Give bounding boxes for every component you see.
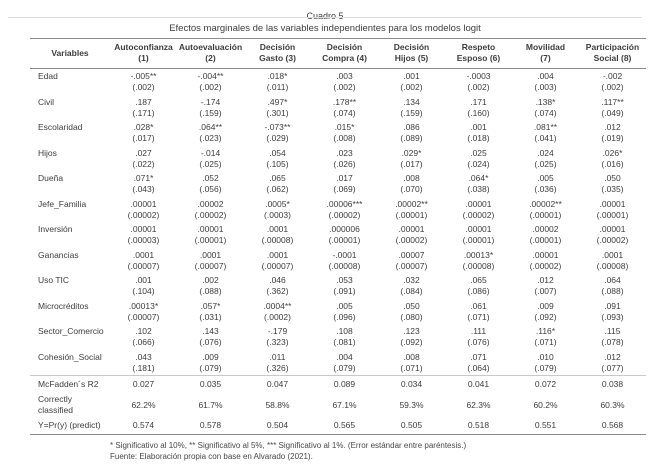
variable-label: Jefe_Familia: [38, 198, 87, 209]
table-row: [30, 248, 646, 274]
value-cell: -.014 (.025): [199, 147, 222, 169]
value-cell: .026* (.016): [601, 147, 624, 169]
value-cell: .000006 (.00001): [328, 224, 361, 245]
column-header: Participación Social (8): [579, 39, 646, 69]
column-header: Decisión Hijos (5): [378, 39, 445, 69]
summary-value: 0.038: [579, 376, 646, 393]
summary-value: 61.7%: [198, 399, 223, 410]
value-cell: .0001 (.00008): [261, 224, 294, 245]
summary-value: 0.518: [445, 418, 512, 435]
summary-value: 62.2%: [131, 399, 156, 410]
summary-value: 0.578: [177, 418, 244, 435]
summary-row: [30, 376, 646, 393]
variable-label: Edad: [38, 71, 58, 81]
value-cell: .018* (.011): [266, 71, 289, 92]
table-row: [30, 197, 646, 223]
value-cell: -.0003 (.002): [466, 71, 491, 92]
value-cell: .134 (.159): [400, 96, 423, 118]
value-cell: .00002** (.00001): [529, 198, 562, 220]
table-row: [30, 146, 646, 172]
value-cell: .024 (.025): [534, 147, 557, 169]
value-cell: .005 (.096): [333, 300, 356, 322]
footnote-significance: * Significativo al 10%, ** Significativo al 5%, *** Significativo al 1%. (Error estándar entre paréntesis.): [110, 441, 467, 450]
summary-value: 0.027: [110, 376, 177, 393]
summary-value: 0.047: [244, 376, 311, 393]
page-top-rule: [8, 17, 642, 18]
value-cell: .004 (.003): [534, 71, 557, 92]
variable-label: Sector_Comercio: [38, 326, 104, 336]
value-cell: .497* (.301): [266, 96, 289, 118]
table-header: [30, 39, 646, 69]
table-number: Cuadro 5: [306, 11, 344, 21]
value-cell: .187 (.171): [132, 96, 155, 118]
table-row: [30, 171, 646, 197]
value-cell: .010 (.079): [534, 351, 557, 373]
value-cell: .064* (.038): [467, 173, 490, 194]
summary-value: 62.3%: [466, 399, 491, 410]
value-cell: .003 (.002): [333, 71, 356, 92]
header-row: [30, 39, 646, 69]
value-cell: .00001 (.00002): [462, 198, 495, 220]
variable-label: Hijos: [38, 147, 57, 158]
value-cell: .123 (.092): [400, 326, 423, 347]
value-cell: .00002 (.00002): [194, 198, 227, 220]
value-cell: .050 (.080): [400, 300, 423, 322]
table-title: Efectos marginales de las variables independientes para los modelos logit: [169, 23, 481, 34]
value-cell: .023 (.026): [333, 147, 356, 169]
value-cell: .012 (.007): [534, 275, 557, 296]
variable-label: Civil: [38, 96, 55, 107]
summary-label: McFadden´s R2: [30, 376, 110, 393]
value-cell: .043 (.181): [132, 351, 155, 373]
value-cell: .0001 (.00007): [127, 249, 160, 271]
value-cell: .001 (.018): [467, 122, 490, 143]
value-cell: .102 (.066): [132, 326, 155, 347]
value-cell: .064** (.023): [198, 122, 223, 143]
value-cell: -.073** (.029): [264, 122, 291, 143]
summary-value: 58.8%: [265, 399, 290, 410]
value-cell: .008 (.070): [400, 173, 423, 194]
value-cell: .00001 (.00002): [127, 198, 160, 220]
value-cell: .004 (.079): [333, 351, 356, 373]
table-row: [30, 120, 646, 146]
column-header: Autoevaluación (2): [177, 39, 244, 69]
value-cell: .065 (.062): [266, 173, 289, 194]
summary-row: [30, 418, 646, 435]
footnote-source: Fuente: Elaboración propia con base en Alvarado (2021).: [110, 452, 313, 461]
variable-label: Microcréditos: [38, 300, 89, 311]
value-cell: .064 (.088): [601, 275, 624, 296]
value-cell: .178** (.074): [332, 96, 357, 118]
value-cell: .00001 (.00001): [194, 224, 227, 245]
value-cell: .00013* (.00007): [127, 300, 160, 322]
summary-value: 0.574: [110, 418, 177, 435]
value-cell: .065 (.086): [467, 275, 490, 296]
value-cell: .012 (.019): [601, 122, 624, 143]
value-cell: .00001 (.00002): [529, 249, 562, 271]
value-cell: .071 (.064): [467, 351, 490, 373]
summary-value: 0.089: [311, 376, 378, 393]
summary-value: 59.3%: [399, 399, 424, 410]
value-cell: .143 (.076): [199, 326, 222, 347]
value-cell: .00006*** (.00002): [326, 198, 363, 220]
value-cell: -.174 (.159): [199, 96, 222, 118]
value-cell: .001 (.002): [400, 71, 423, 92]
table-summary: [30, 376, 646, 435]
value-cell: .116* (.071): [534, 326, 557, 347]
table-row: [30, 69, 646, 95]
variable-label: Cohesión_Social: [38, 351, 102, 362]
table-row: [30, 273, 646, 299]
value-cell: .027 (.022): [132, 147, 155, 169]
value-cell: .017 (.069): [333, 173, 356, 194]
value-cell: .025 (.024): [467, 147, 490, 169]
summary-value: 67.1%: [332, 399, 357, 410]
footnotes: [110, 440, 650, 462]
value-cell: .171 (.160): [467, 96, 490, 118]
value-cell: .057* (.031): [199, 300, 222, 322]
value-cell: .052 (.056): [199, 173, 222, 194]
value-cell: .054 (.105): [266, 147, 289, 169]
value-cell: .115 (.078): [601, 326, 624, 347]
variable-label: Inversión: [38, 224, 73, 234]
value-cell: .00002** (.00001): [395, 198, 428, 220]
table-row: [30, 222, 646, 248]
value-cell: .015* (.008): [333, 122, 356, 143]
column-header: Variables: [30, 39, 110, 69]
value-cell: .00001 (.00001): [462, 224, 495, 245]
summary-value: 0.568: [579, 418, 646, 435]
value-cell: .071* (.043): [132, 173, 155, 194]
value-cell: .046 (.362): [266, 275, 289, 296]
summary-value: 0.504: [244, 418, 311, 435]
value-cell: .00001 (.00003): [127, 224, 160, 245]
table-row: [30, 299, 646, 325]
value-cell: .108 (.081): [333, 326, 356, 347]
variable-label: Dueña: [38, 173, 64, 183]
summary-value: 0.072: [512, 376, 579, 393]
value-cell: .00001 (.00002): [596, 224, 629, 245]
value-cell: .00001 (.00001): [596, 198, 629, 220]
summary-label: Correctly classified: [38, 394, 73, 415]
value-cell: .0005* (.0003): [264, 198, 291, 220]
value-cell: -.004** (.002): [197, 71, 224, 92]
value-cell: .012 (.077): [601, 351, 624, 373]
value-cell: -.179 (.323): [266, 326, 289, 347]
value-cell: .002 (.088): [199, 275, 222, 296]
variable-label: Escolaridad: [38, 122, 83, 132]
summary-value: 60.2%: [533, 399, 558, 410]
column-header: Decisión Compra (4): [311, 39, 378, 69]
summary-row: [30, 392, 646, 418]
summary-value: 0.551: [512, 418, 579, 435]
summary-value: 60.3%: [600, 399, 625, 410]
value-cell: -.005** (.002): [130, 71, 157, 92]
value-cell: .005 (.036): [534, 173, 557, 194]
table-row: [30, 95, 646, 121]
value-cell: .086 (.089): [400, 122, 423, 143]
column-header: Movilidad (7): [512, 39, 579, 69]
summary-value: 0.505: [378, 418, 445, 435]
value-cell: .032 (.084): [400, 275, 423, 296]
value-cell: -.002 (.002): [601, 71, 624, 92]
value-cell: .00007 (.00007): [395, 249, 428, 271]
variable-label: Uso TIC: [38, 275, 70, 285]
value-cell: .111 (.076): [467, 326, 490, 347]
value-cell: .001 (.104): [132, 275, 155, 296]
value-cell: .081** (.041): [533, 122, 558, 143]
summary-label: Y=Pr(y) (predict): [30, 418, 110, 435]
summary-value: 0.565: [311, 418, 378, 435]
value-cell: .029* (.017): [400, 147, 423, 169]
summary-value: 0.035: [177, 376, 244, 393]
table-body: [30, 69, 646, 376]
value-cell: .053 (.091): [333, 275, 356, 296]
value-cell: .009 (.092): [534, 300, 557, 322]
value-cell: .028* (.017): [132, 122, 155, 143]
value-cell: .138* (.074): [534, 96, 557, 118]
value-cell: -.0001 (.00008): [328, 249, 361, 271]
value-cell: .00001 (.00002): [395, 224, 428, 245]
column-header: Autoconfianza (1): [110, 39, 177, 69]
summary-value: 0.034: [378, 376, 445, 393]
variable-label: Ganancias: [38, 249, 79, 260]
value-cell: .011 (.326): [266, 351, 289, 373]
table-row: [30, 324, 646, 350]
value-cell: .00013* (.00008): [462, 249, 495, 271]
column-header: Respeto Esposo (6): [445, 39, 512, 69]
value-cell: .0001 (.00008): [596, 249, 629, 271]
value-cell: .009 (.079): [199, 351, 222, 373]
value-cell: .050 (.035): [601, 173, 624, 194]
summary-value: 0.041: [445, 376, 512, 393]
value-cell: .117** (.049): [601, 96, 624, 118]
value-cell: .0001 (.00007): [194, 249, 227, 271]
table-row: [30, 350, 646, 376]
value-cell: .008 (.071): [400, 351, 423, 373]
value-cell: .00002 (.00001): [529, 224, 562, 245]
value-cell: .0004** (.0002): [263, 300, 292, 322]
value-cell: .061 (.071): [467, 300, 490, 322]
results-table: [30, 38, 646, 435]
value-cell: .0001 (.00007): [261, 249, 294, 271]
column-header: Decisión Gasto (3): [244, 39, 311, 69]
value-cell: .091 (.093): [601, 300, 624, 322]
